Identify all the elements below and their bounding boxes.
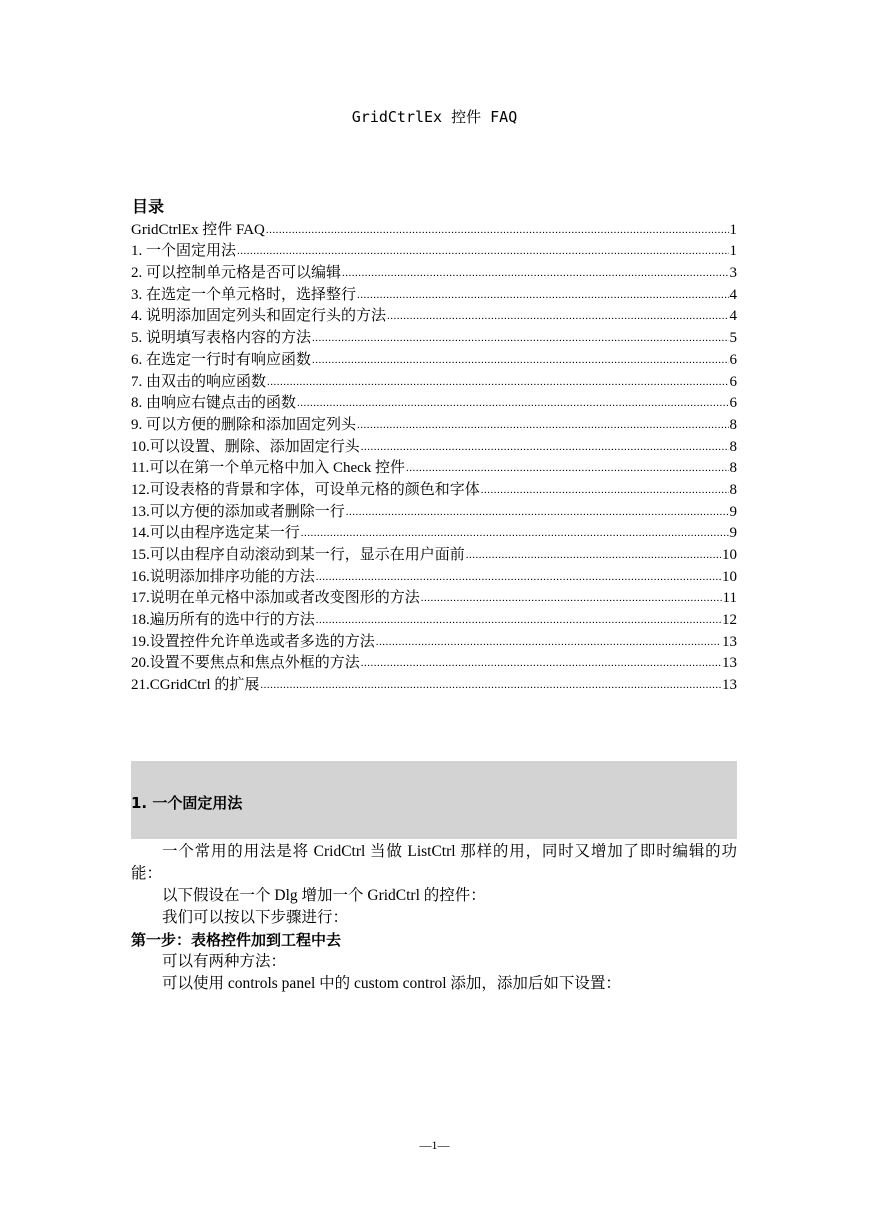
- toc-dot-leader: [297, 393, 728, 413]
- toc-dot-leader: [267, 372, 728, 392]
- toc-entry-label: 11.可以在第一个单元格中加入 Check 控件: [131, 460, 406, 477]
- table-of-contents: [131, 218, 737, 695]
- toc-entry-label: 14.可以由程序选定某一行: [131, 525, 300, 542]
- toc-entry-label: GridCtrlEx 控件 FAQ: [131, 221, 265, 238]
- toc-entry-label: 21.CGridCtrl 的扩展: [131, 677, 260, 694]
- toc-entry-label: 1. 一个固定用法: [131, 243, 237, 260]
- paragraph: 可以使用 controls panel 中的 custom control 添加，添加后如下设置：: [162, 975, 621, 992]
- toc-entry[interactable]: [131, 435, 737, 457]
- paragraph: 以下假设在一个 Dlg 增加一个 GridCtrl 的控件：: [162, 887, 486, 904]
- toc-dot-leader: [387, 306, 728, 326]
- toc-entry[interactable]: [131, 283, 737, 305]
- toc-entry[interactable]: [131, 478, 737, 500]
- toc-entry-label: 13.可以方便的添加或者删除一行: [131, 503, 345, 520]
- toc-entry[interactable]: [131, 652, 737, 674]
- toc-entry-label: 19.设置控件允许单选或者多选的方法: [131, 633, 375, 650]
- toc-entry[interactable]: [131, 370, 737, 392]
- toc-entry[interactable]: [131, 326, 737, 348]
- section-heading: 1. 一个固定用法: [131, 794, 243, 812]
- document-title: GridCtrlEx 控件 FAQ: [351, 108, 518, 126]
- toc-entry[interactable]: [131, 543, 737, 565]
- toc-entry-page-number: 10: [722, 547, 737, 563]
- toc-entry-page-number: 9: [729, 525, 737, 542]
- toc-entry[interactable]: [131, 608, 737, 630]
- section-body: [131, 841, 737, 995]
- toc-entry-label: 4. 说明添加固定列头和固定行头的方法: [131, 308, 387, 325]
- toc-entry[interactable]: [131, 348, 737, 370]
- toc-entry-label: 20.设置不要焦点和焦点外框的方法: [131, 655, 360, 672]
- toc-entry-label: 7. 由双击的响应函数: [131, 373, 267, 390]
- paragraph: 我们可以按以下步骤进行：: [162, 909, 349, 926]
- toc-entry-page-number: 13: [722, 655, 737, 672]
- toc-entry-page-number: 4: [729, 286, 737, 303]
- toc-entry[interactable]: [131, 673, 737, 695]
- toc-entry-label: 10.可以设置、删除、添加固定行头: [131, 438, 360, 455]
- toc-entry-page-number: 8: [729, 438, 737, 455]
- toc-entry-label: 8. 由响应右键点击的函数: [131, 395, 297, 412]
- toc-entry[interactable]: [131, 630, 737, 652]
- toc-entry[interactable]: [131, 392, 737, 414]
- toc-dot-leader: [376, 632, 721, 652]
- toc-dot-leader: [312, 328, 728, 348]
- toc-entry-page-number: 13: [722, 633, 737, 650]
- toc-entry-page-number: 8: [729, 416, 737, 433]
- toc-entry[interactable]: [131, 305, 737, 327]
- toc-entry-page-number: 1: [729, 243, 737, 260]
- toc-entry-page-number: 5: [729, 330, 737, 347]
- toc-entry[interactable]: [131, 565, 737, 587]
- toc-entry-label: 6. 在选定一行时有响应函数: [131, 351, 312, 368]
- toc-entry-page-number: 3: [729, 265, 737, 282]
- toc-dot-leader: [342, 263, 728, 283]
- toc-entry-page-number: 8: [729, 460, 737, 477]
- toc-entry[interactable]: [131, 522, 737, 544]
- toc-dot-leader: [260, 675, 721, 695]
- toc-dot-leader: [466, 545, 721, 565]
- toc-dot-leader: [421, 588, 722, 608]
- toc-dot-leader: [316, 610, 721, 630]
- toc-entry-label: 5. 说明填写表格内容的方法: [131, 330, 312, 347]
- toc-dot-leader: [237, 241, 728, 261]
- toc-entry-label: 2. 可以控制单元格是否可以编辑: [131, 265, 342, 282]
- toc-dot-leader: [316, 567, 721, 587]
- toc-entry[interactable]: [131, 240, 737, 262]
- toc-dot-leader: [357, 285, 728, 305]
- toc-entry-page-number: 12: [722, 612, 737, 629]
- toc-entry-page-number: 9: [729, 503, 737, 520]
- toc-entry-label: 15.可以由程序自动滚动到某一行，显示在用户面前: [131, 547, 465, 563]
- toc-entry-label: 9. 可以方便的删除和添加固定列头: [131, 416, 357, 433]
- toc-entry-page-number: 8: [729, 481, 737, 498]
- toc-dot-leader: [361, 437, 729, 457]
- toc-entry-page-number: 6: [729, 395, 737, 412]
- toc-entry[interactable]: [131, 218, 737, 240]
- toc-entry[interactable]: [131, 261, 737, 283]
- toc-dot-leader: [361, 653, 721, 673]
- paragraph: 可以有两种方法：: [162, 953, 287, 970]
- toc-entry-page-number: 6: [729, 351, 737, 368]
- toc-entry[interactable]: [131, 500, 737, 522]
- toc-dot-leader: [312, 350, 728, 370]
- toc-entry-page-number: 13: [722, 677, 737, 694]
- step-heading: 第一步：表格控件加到工程中去: [131, 931, 342, 949]
- paragraph: 一个常用的用法是将 CridCtrl 当做 ListCtrl 那样的用，同时又增加了即时编辑的功能：: [131, 843, 737, 882]
- toc-entry-label: 12.可设表格的背景和字体，可设单元格的颜色和字体: [131, 481, 480, 498]
- toc-entry-page-number: 11: [722, 590, 737, 607]
- toc-entry-label: 16.说明添加排序功能的方法: [131, 568, 315, 585]
- toc-dot-leader: [346, 502, 729, 522]
- toc-entry-page-number: 10: [722, 568, 737, 585]
- page-number-footer: —1—: [419, 1138, 450, 1152]
- toc-entry-page-number: 4: [729, 308, 737, 325]
- toc-entry[interactable]: [131, 457, 737, 479]
- toc-heading: 目录: [132, 197, 165, 216]
- toc-entry[interactable]: [131, 587, 737, 609]
- toc-entry-page-number: 6: [729, 373, 737, 390]
- toc-entry-label: 3. 在选定一个单元格时，选择整行: [131, 286, 357, 303]
- toc-entry-label: 17.说明在单元格中添加或者改变图形的方法: [131, 590, 420, 607]
- toc-dot-leader: [301, 523, 729, 543]
- toc-dot-leader: [406, 458, 728, 478]
- toc-dot-leader: [481, 480, 729, 500]
- toc-entry-page-number: 1: [729, 221, 737, 238]
- toc-dot-leader: [357, 415, 728, 435]
- toc-dot-leader: [266, 220, 729, 240]
- toc-entry-label: 18.遍历所有的选中行的方法: [131, 612, 315, 629]
- toc-entry[interactable]: [131, 413, 737, 435]
